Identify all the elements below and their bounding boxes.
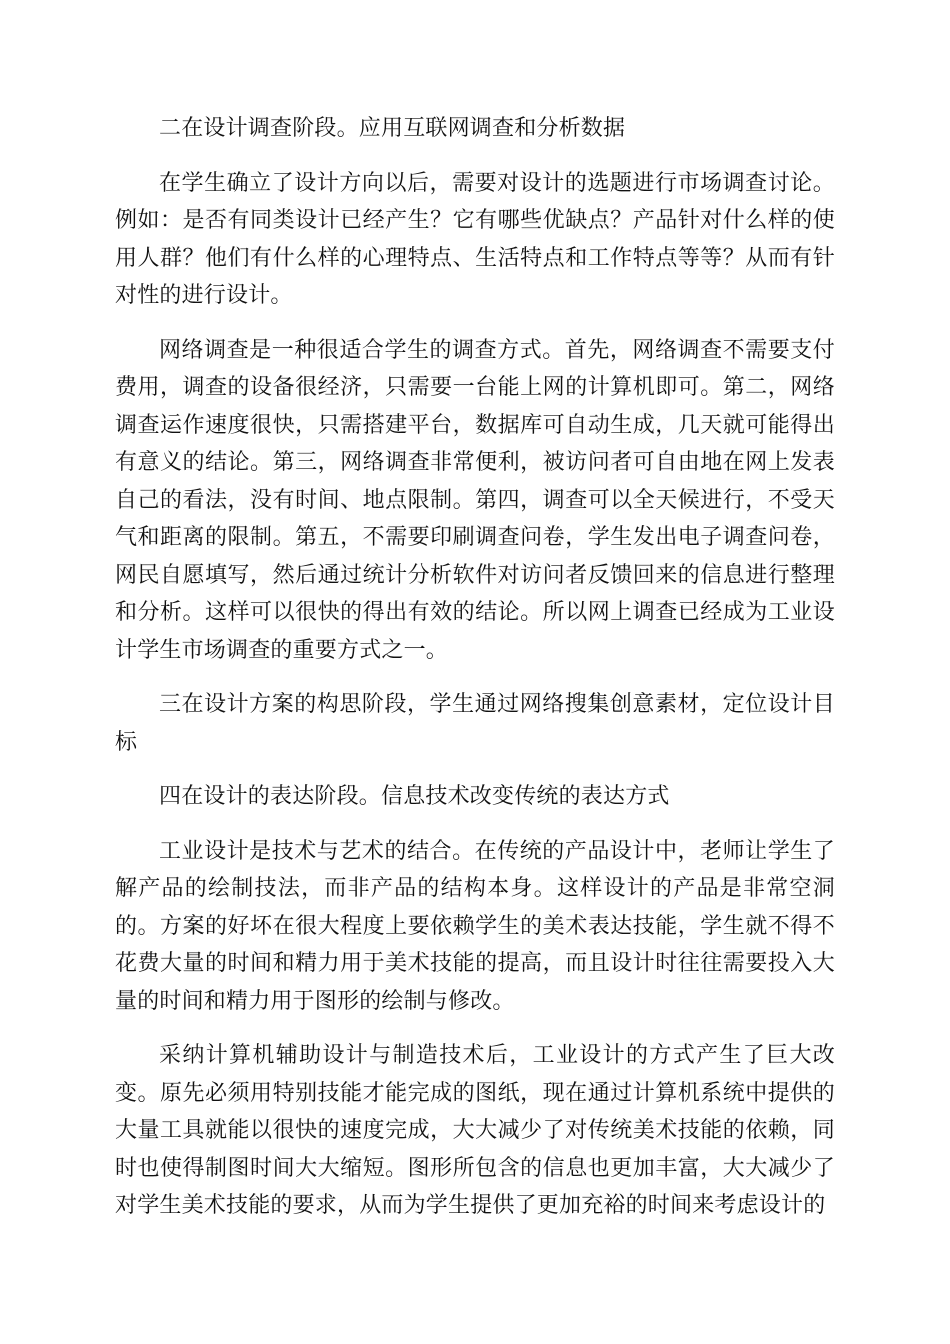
paragraph-gap xyxy=(115,816,835,833)
paragraph-gap xyxy=(115,761,835,778)
section-heading-2: 二在设计调查阶段。应用互联网调查和分析数据 xyxy=(159,116,626,141)
paragraph-market-research: 在学生确立了设计方向以后，需要对设计的选题进行市场调查讨论。例如：是否有同类设计已经产生？它有哪些优缺点？产品针对什么样的使用人群？他们有什么样的心理特点、生活特点和工作特点等等？从而有针对性的进行设计。 xyxy=(115,170,835,308)
paragraph-gap xyxy=(115,1020,835,1037)
paragraph-gap xyxy=(115,669,835,686)
section-heading-4: 四在设计的表达阶段。信息技术改变传统的表达方式 xyxy=(159,784,670,809)
paragraph-gap xyxy=(115,315,835,332)
paragraph-gap xyxy=(115,148,835,165)
section-heading-3: 三在设计方案的构思阶段，学生通过网络搜集创意素材，定位设计目标 xyxy=(115,692,835,755)
document-page xyxy=(115,110,835,1225)
paragraph-traditional-design: 工业设计是技术与艺术的结合。在传统的产品设计中，老师让学生了解产品的绘制技法，而非产品的结构本身。这样设计的产品是非常空洞的。方案的好坏在很大程度上要依赖学生的美术表达技能，学生就不得不花费大量的时间和精力用于美术技能的提高，而且设计时往往需要投入大量的时间和精力用于图形的绘制与修改。 xyxy=(115,838,835,1014)
paragraph-online-survey: 网络调查是一种很适合学生的调查方式。首先，网络调查不需要支付费用，调查的设备很经济，只需要一台能上网的计算机即可。第二，网络调查运作速度很快，只需搭建平台，数据库可自动生成，几天就可能得出有意义的结论。第三，网络调查非常便利，被访问者可自由地在网上发表自己的看法，没有时间、地点限制。第四，调查可以全天候进行，不受天气和距离的限制。第五，不需要印刷调查问卷，学生发出电子调查问卷，网民自愿填写，然后通过统计分析软件对访问者反馈回来的信息进行整理和分析。这样可以很快的得出有效的结论。所以网上调查已经成为工业设计学生市场调查的重要方式之一。 xyxy=(115,337,835,663)
paragraph-cad-technology: 采纳计算机辅助设计与制造技术后，工业设计的方式产生了巨大改变。原先必须用特别技能才能完成的图纸，现在通过计算机系统中提供的大量工具就能以很快的速度完成，大大减少了对传统美术技能的依赖，同时也使得制图时间大大缩短。图形所包含的信息也更加丰富，大大减少了对学生美术技能的要求，从而为学生提供了更加充裕的时间来考虑设计的 xyxy=(115,1043,835,1218)
